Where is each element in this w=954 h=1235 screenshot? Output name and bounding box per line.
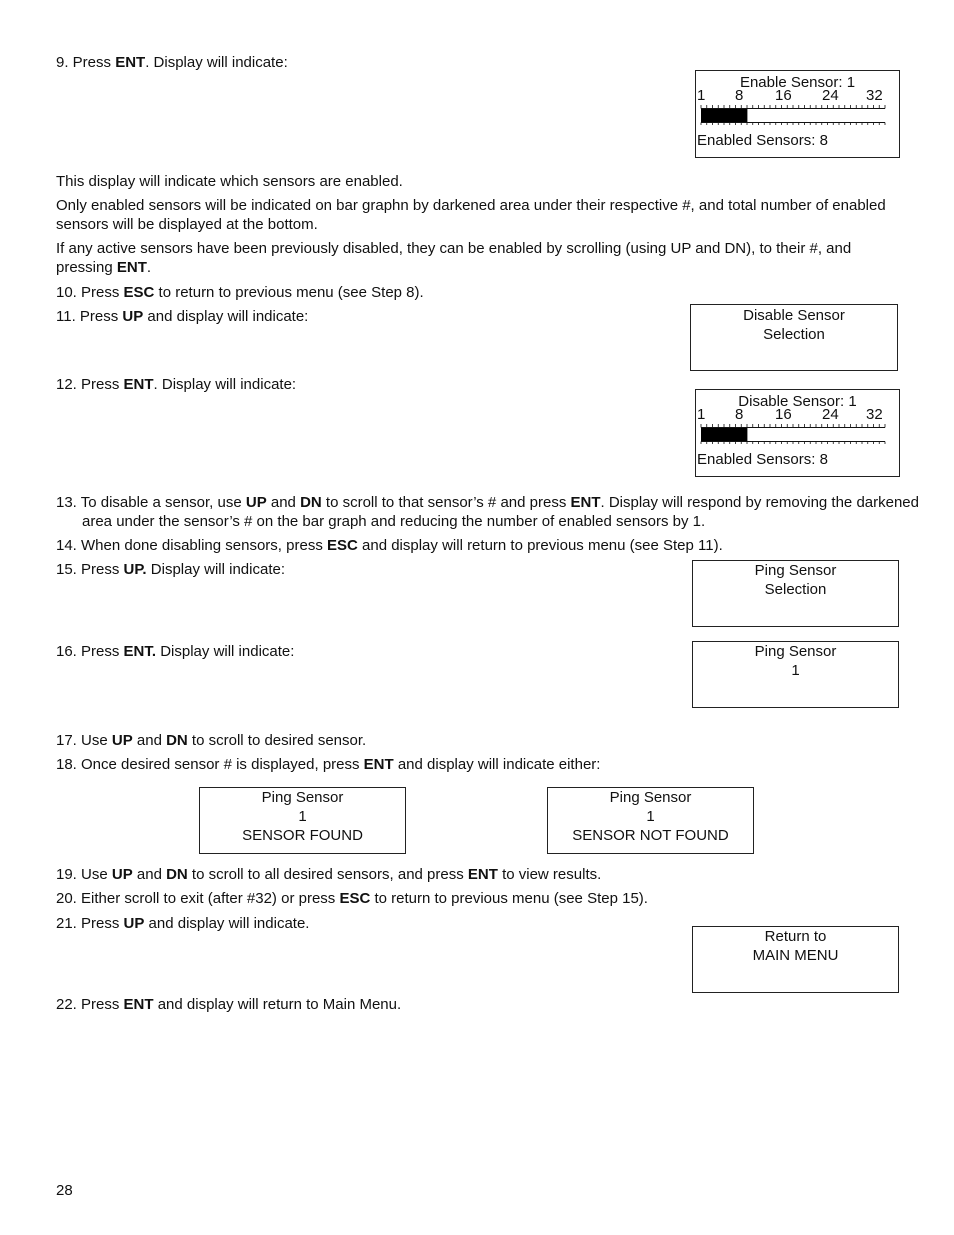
enabled-segment: [713, 109, 719, 122]
page-number: 28: [56, 1182, 73, 1199]
step-12: 12. Press ENT. Display will indicate:: [56, 376, 297, 393]
display-line: Ping Sensor: [609, 789, 692, 806]
step-22: 22. Press ENT and display will return to Main Menu.: [56, 996, 402, 1013]
step-15: 15. Press UP. Display will indicate:: [56, 561, 285, 578]
step-10: 10. Press ESC to return to previous menu (see Step 8).: [56, 284, 424, 301]
enabled-segment: [724, 428, 730, 441]
step-9: 9. Press ENT. Display will indicate:: [56, 54, 288, 71]
enabled-segment: [707, 109, 713, 122]
display-line: 1: [298, 808, 307, 825]
display-title: Enable Sensor: 1: [739, 74, 856, 91]
enabled-segment: [736, 109, 742, 122]
tick-label: 8: [735, 406, 744, 423]
tick-label: 32: [866, 406, 883, 423]
return-main-menu-display: [692, 926, 899, 993]
display-line: Selection: [763, 326, 825, 343]
ping-sensor-found-display: [199, 787, 406, 854]
enabled-segment: [718, 428, 724, 441]
display-title: Disable Sensor: 1: [738, 393, 857, 410]
display-line: Ping Sensor: [754, 643, 837, 660]
step-14: 14. When done disabling sensors, press ESC and display will return to previous menu (see Step 11).: [56, 537, 723, 554]
enabled-segment: [736, 428, 742, 441]
step-18: 18. Once desired sensor # is displayed, press ENT and display will indicate either:: [56, 756, 601, 773]
display-line: 1: [646, 808, 655, 825]
tick-label: 32: [866, 87, 883, 104]
step-13: 13. To disable a sensor, use UP and DN to scroll to that sensor’s # and press ENT. Display will respond by removing the darkened area under the sensor’s # on the bar graph and reducing the number of enabled sensors by 1.: [56, 494, 919, 530]
ping-sensor-not-found-display: [547, 787, 754, 854]
disable-sensor-display: [695, 389, 900, 477]
enabled-segment: [707, 428, 713, 441]
step-16: 16. Press ENT. Display will indicate:: [56, 643, 295, 660]
tick-label: 8: [735, 87, 744, 104]
sensor-bar-graph: [700, 423, 888, 445]
display-line: Ping Sensor: [754, 562, 837, 579]
info-line-1: This display will indicate which sensors are enabled.: [56, 173, 403, 190]
info-line-2: Only enabled sensors will be indicated on bar graphn by darkened area under their respective #, and total number of enabled sensors will be displayed at the bottom.: [56, 197, 886, 233]
display-line: Return to: [764, 928, 827, 945]
enabled-segment: [713, 428, 719, 441]
step-21: 21. Press UP and display will indicate.: [56, 915, 310, 932]
disable-sensor-selection-display: [690, 304, 898, 371]
tick-label: 1: [697, 406, 706, 423]
enabled-segment: [741, 428, 747, 441]
display-line: SENSOR NOT FOUND: [572, 827, 729, 844]
enabled-segment: [730, 109, 736, 122]
ping-sensor-display: [692, 641, 899, 708]
tick-label: 1: [697, 87, 706, 104]
display-line: 1: [791, 662, 800, 679]
enabled-segment: [741, 109, 747, 122]
display-line: Selection: [764, 581, 827, 598]
enabled-segment: [724, 109, 730, 122]
enabled-count: Enabled Sensors: 8: [697, 451, 828, 468]
tick-label: 24: [822, 87, 839, 104]
enabled-segment: [701, 428, 707, 441]
step-19: 19. Use UP and DN to scroll to all desired sensors, and press ENT to view results.: [56, 866, 602, 883]
tick-label: 16: [775, 87, 792, 104]
enabled-count: Enabled Sensors: 8: [697, 132, 828, 149]
enable-sensor-display: [695, 70, 900, 158]
display-line: MAIN MENU: [752, 947, 839, 964]
tick-label: 16: [775, 406, 792, 423]
display-line: Ping Sensor: [261, 789, 344, 806]
step-11: 11. Press UP and display will indicate:: [56, 308, 309, 325]
tick-label: 24: [822, 406, 839, 423]
sensor-bar-graph: [700, 104, 888, 126]
enabled-segment: [718, 109, 724, 122]
step-17: 17. Use UP and DN to scroll to desired sensor.: [56, 732, 367, 749]
step-20: 20. Either scroll to exit (after #32) or press ESC to return to previous menu (see Step 15).: [56, 890, 648, 907]
ping-sensor-selection-display: [692, 560, 899, 627]
enabled-segment: [701, 109, 707, 122]
display-line: Disable Sensor: [743, 307, 845, 324]
enabled-segment: [730, 428, 736, 441]
display-line: SENSOR FOUND: [242, 827, 363, 844]
info-line-3: If any active sensors have been previously disabled, they can be enabled by scrolling (using UP and DN), to their #, and pressing ENT.: [56, 240, 852, 276]
